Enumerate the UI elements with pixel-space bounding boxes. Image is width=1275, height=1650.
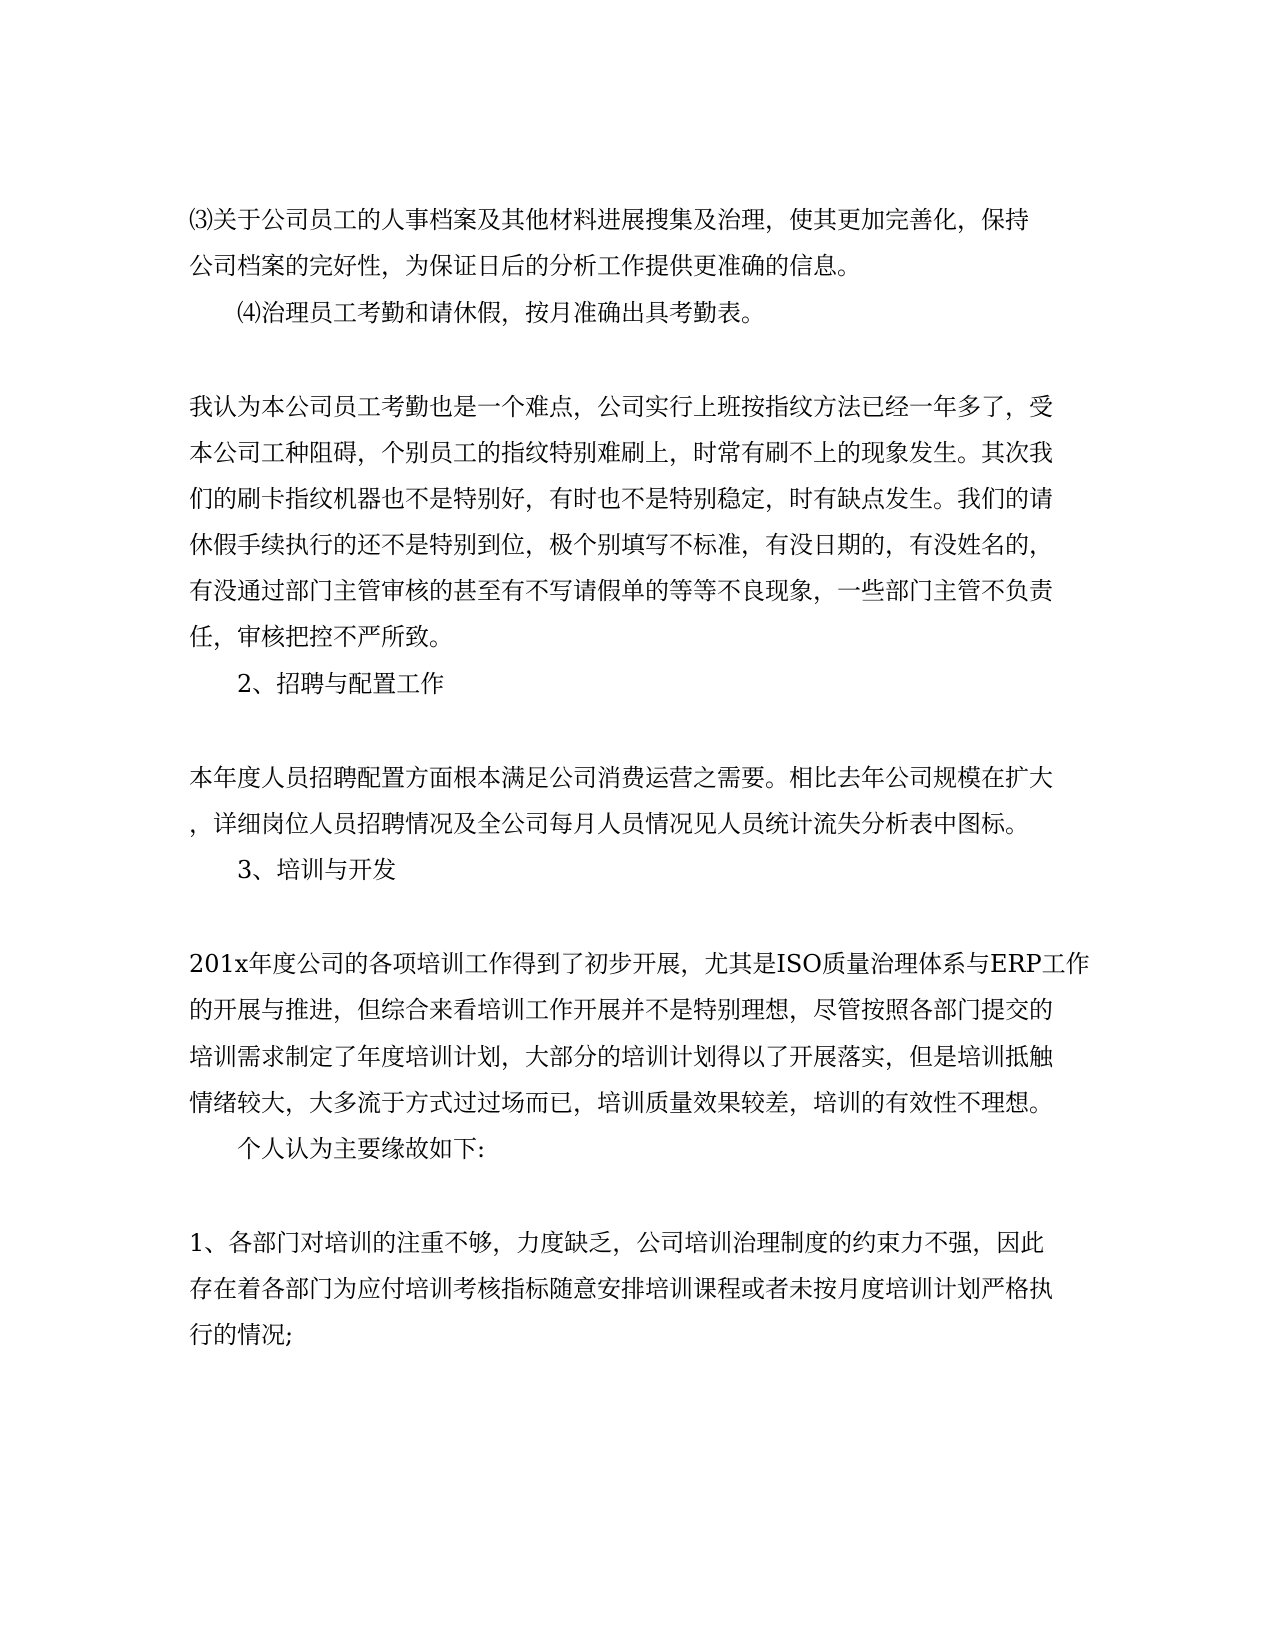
text-line: 我认为本公司员工考勤也是一个难点，公司实行上班按指纹方法已经一年多了，受 [189,393,1053,421]
section-heading: 2、招聘与配置工作 [237,670,445,698]
text-line: 情绪较大，大多流于方式过过场而已，培训质量效果较差，培训的有效性不理想。 [189,1089,1053,1117]
text-line: 任，审核把控不严所致。 [189,623,453,651]
text-line: 201x年度公司的各项培训工作得到了初步开展，尤其是ISO质量治理体系与ERP工作 [189,950,1090,978]
text-line: 们的刷卡指纹机器也不是特别好，有时也不是特别稳定，时有缺点发生。我们的请 [189,485,1053,513]
text-line: 个人认为主要缘故如下: [237,1135,486,1163]
text-line: 本公司工种阻碍，个别员工的指纹特别难刷上，时常有刷不上的现象发生。其次我 [189,439,1053,467]
text-line: ，详细岗位人员招聘情况及全公司每月人员情况见人员统计流失分析表中图标。 [189,810,1029,838]
text-line: ⑶关于公司员工的人事档案及其他材料进展搜集及治理，使其更加完善化，保持 [189,206,1029,234]
text-line: 休假手续执行的还不是特别到位，极个别填写不标准，有没日期的，有没姓名的， [189,531,1053,559]
text-line: 公司档案的完好性，为保证日后的分析工作提供更准确的信息。 [189,252,861,280]
text-line: 存在着各部门为应付培训考核指标随意安排培训课程或者未按月度培训计划严格执 [189,1275,1053,1303]
text-line: 的开展与推进，但综合来看培训工作开展并不是特别理想，尽管按照各部门提交的 [189,996,1053,1024]
text-line: 行的情况; [189,1321,294,1349]
text-line: 培训需求制定了年度培训计划，大部分的培训计划得以了开展落实，但是培训抵触 [189,1043,1053,1071]
section-heading: 3、培训与开发 [237,856,397,884]
text-line: 有没通过部门主管审核的甚至有不写请假单的等等不良现象，一些部门主管不负责 [189,577,1053,605]
text-line: 1、各部门对培训的注重不够，力度缺乏，公司培训治理制度的约束力不强，因此 [189,1229,1045,1257]
text-line: 本年度人员招聘配置方面根本满足公司消费运营之需要。相比去年公司规模在扩大 [189,764,1053,792]
text-line: ⑷治理员工考勤和请休假，按月准确出具考勤表。 [237,299,765,327]
